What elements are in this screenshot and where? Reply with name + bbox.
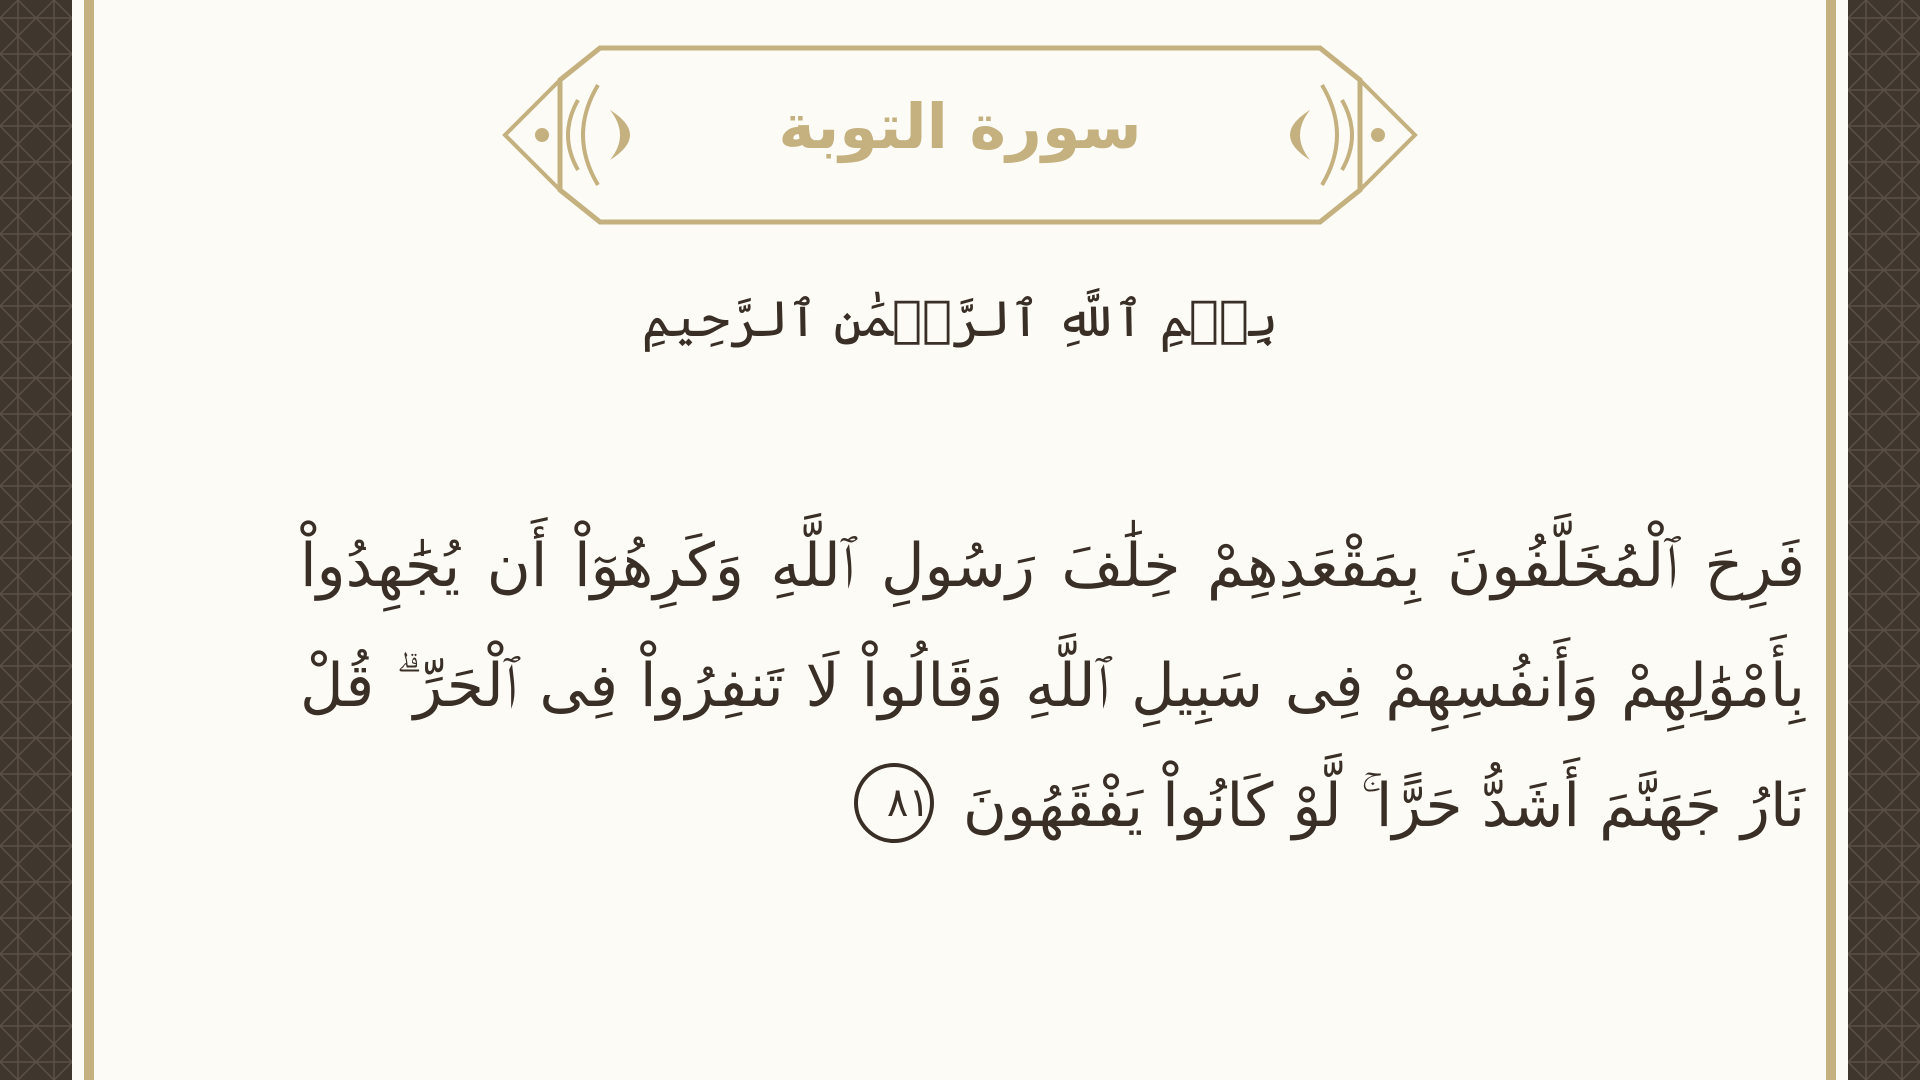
left-gold-rule (84, 0, 94, 1080)
surah-banner (500, 40, 1420, 230)
verse-text (300, 506, 1805, 866)
verse-body: فَرِحَ ٱلْمُخَلَّفُونَ بِمَقْعَدِهِمْ خِلَٰفَ رَسُولِ ٱللَّهِ وَكَرِهُوٓاْ أَن يُجَٰهِدُواْ بِأَمْوَٰلِهِمْ وَأَنفُسِهِمْ فِى سَبِيلِ ٱللَّهِ وَقَالُواْ لَا تَنفِرُواْ فِى ٱلْحَرِّ ۗ قُلْ نَارُ جَهَنَّمَ أَشَدُّ حَرًّا ۚ لَّوْ كَانُواْ يَفْقَهُونَ (300, 531, 1805, 841)
surah-title: سورة التوبة (778, 90, 1142, 163)
verse-number-marker: ٨١ (854, 763, 934, 843)
basmala: بِسۡمِ ٱللَّهِ ٱلرَّحۡمَٰنِ ٱلرَّحِيمِ (641, 290, 1279, 348)
left-ornamental-border (0, 0, 72, 1080)
right-ornamental-border (1848, 0, 1920, 1080)
right-gold-rule (1826, 0, 1836, 1080)
